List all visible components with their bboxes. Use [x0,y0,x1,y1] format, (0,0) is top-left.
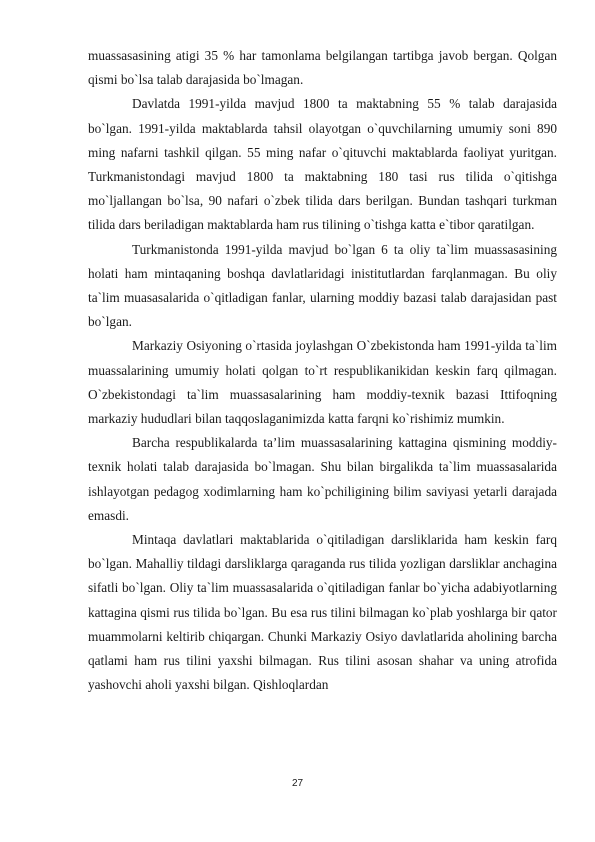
paragraph-textbooks: Mintaqa davlatlari maktablarida o`qitiladigan darsliklarida ham keskin farq bo`lgan. Mahalliy tildagi darsliklarga qaraganda rus tilida yozligan darsliklar anchagina sifatli bo`lgan. Oliy ta`lim muassasalarida o`qitiladigan fanlar bo`yicha adabiyotlarning kattagina qismi rus tilida bo`lgan. Bu esa rus tilini bilmagan ko`plab yoshlarga bir qator muammolarni keltirib chiqargan. Chunki Markaziy Osiyo davlatlarida aholining barcha qatlami ham rus tilini yaxshi bilmagan. Rus tilini asosan shahar va uning atrofida yashovchi aholi yaxshi bilgan. Qishloqlardan [88,532,557,693]
paragraph-higher-education: Turkmanistonda 1991-yilda mavjud bo`lgan 6 ta oliy ta`lim muassasasining holati ham mintaqaning boshqa davlatlaridagi inistitutlardan farqlanmagan. Bu oliy ta`lim muasasalarida o`qitladigan fanlar, ularning moddiy bazasi talab darajasidan past bo`lgan. [88,241,557,330]
paragraph-continuation: muassasasining atigi 35 % har tamonlama belgilangan tartibga javob bergan. Qolgan qismi bo`lsa talab darajasida bo`lmagan. [88,48,557,88]
paragraph-republics: Barcha respublikalarda ta’lim muassasalarining kattagina qismining moddiy-texnik holati talab darajasida bo`lmagan. Shu bilan birgalikda ta`lim muassasalarida ishlayotgan pedagog xodimlarning ham ko`pchiligining bilim saviyasi yetarli darajada emasdi. [88,435,557,523]
paragraph-schools-1991: Davlatda 1991-yilda mavjud 1800 ta maktabning 55 % talab darajasida bo`lgan. 1991-yilda maktablarda tahsil olayotgan o`quvchilarning umumiy soni 890 ming nafarni tashkil qilgan. 55 ming nafar o`qituvchi maktablarda faoliyat yuritgan. Turkmanistondagi mavjud 1800 ta maktabning 180 tasi rus tilida o`qitishga mo`ljallangan bo`lsa, 90 nafari o`zbek tilida dars berilgan. Bundan tashqari turkman tilida dars beriladigan maktablarda ham rus tilining o`tishga katta e`tibor qaratilgan. [88,96,557,233]
page-number: 27 [291,778,304,789]
paragraph-uzbekistan: Markaziy Osiyoning o`rtasida joylashgan O`zbekistonda ham 1991-yilda ta`lim muassalarining umumiy holati qolgan to`rt respublikanikidan keskin farq qilmagan. O`zbekistondagi ta`lim muassasalarining ham moddiy-texnik bazasi Ittifoqning markaziy hududlari bilan taqqoslaganimizda katta farqni ko`rishimiz mumkin. [88,338,557,427]
page-body [88,44,557,697]
